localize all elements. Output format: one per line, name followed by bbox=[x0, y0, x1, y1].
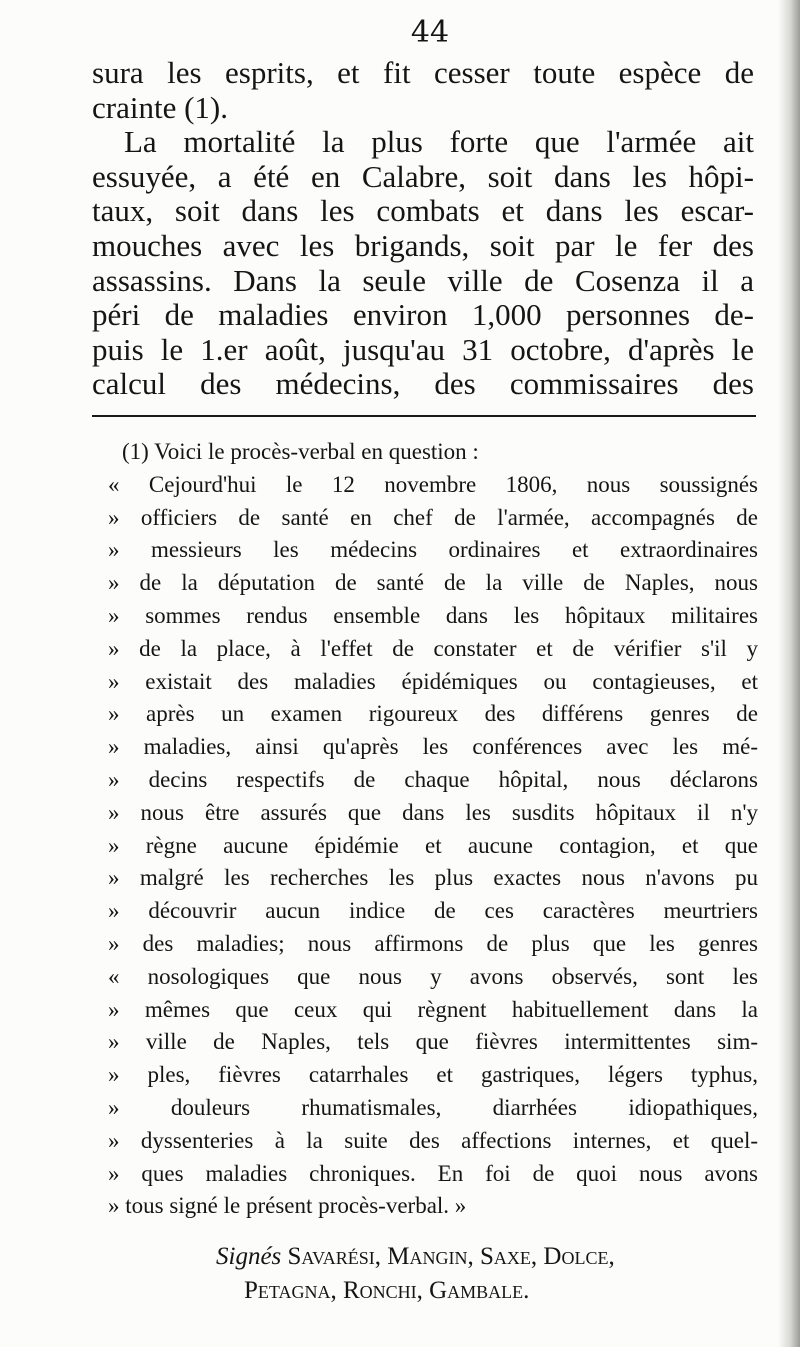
footnote-line: » sommes rendus ensemble dans les hôpitaux militaires bbox=[108, 602, 758, 628]
footnote-line: » tous signé le présent procès-verbal. » bbox=[108, 1193, 467, 1219]
text-line: La mortalité la plus forte que l'armée ait bbox=[124, 124, 754, 160]
footnote-line: » decins respectifs de chaque hôpital, nous déclarons bbox=[108, 766, 758, 792]
signatory-names-1: Savarési, Mangin, Saxe, Dolce, bbox=[287, 1243, 615, 1270]
footnote-line: » ples, fièvres catarrhales et gastriques, légers typhus, bbox=[108, 1062, 758, 1088]
page-edge-shadow bbox=[778, 0, 800, 1347]
footnote-line: » douleurs rhumatismales, diarrhées idiopathiques, bbox=[108, 1094, 758, 1120]
footnote-line: » dyssenteries à la suite des affections internes, et quel- bbox=[108, 1127, 758, 1153]
text-line: crainte (1). bbox=[92, 89, 228, 125]
footnote-line: » après un examen rigoureux des différens genres de bbox=[108, 701, 758, 727]
text-line: puis le 1.er août, jusqu'au 31 octobre, d'après le bbox=[92, 331, 754, 367]
footnote-line: » mêmes que ceux qui règnent habituellement dans la bbox=[108, 996, 758, 1022]
text-line: taux, soit dans les combats et dans les escar- bbox=[92, 193, 754, 229]
footnote-line: « Cejourd'hui le 12 novembre 1806, nous soussignés bbox=[108, 471, 758, 497]
text-line: assassins. Dans la seule ville de Cosenza il a bbox=[92, 262, 754, 298]
footnote bbox=[108, 436, 758, 1223]
footnote-line: » existait des maladies épidémiques ou contagieuses, et bbox=[108, 668, 758, 694]
signatory-names-2: Petagna, Ronchi, Gambale. bbox=[244, 1277, 530, 1304]
footnote-line: » nous être assurés que dans les susdits hôpitaux il n'y bbox=[108, 799, 758, 825]
page-number: 44 bbox=[410, 15, 450, 50]
main-text bbox=[92, 56, 754, 402]
footnote-line: » ville de Naples, tels que fièvres intermittentes sim- bbox=[108, 1029, 758, 1055]
text-line: essuyée, a été en Calabre, soit dans les hôpi- bbox=[92, 158, 754, 194]
text-line: péri de maladies environ 1,000 personnes de- bbox=[92, 297, 754, 333]
footnote-line: » règne aucune épidémie et aucune contagion, et que bbox=[108, 832, 758, 858]
footnote-line: » officiers de santé en chef de l'armée, accompagnés de bbox=[108, 504, 758, 530]
footnote-heading: (1) Voici le procès-verbal en question : bbox=[122, 439, 479, 464]
signature-block bbox=[94, 1240, 784, 1308]
footnote-line: » malgré les recherches les plus exactes nous n'avons pu bbox=[108, 865, 758, 891]
footnote-rule bbox=[92, 415, 756, 417]
footnote-line: « nosologiques que nous y avons observés, sont les bbox=[108, 963, 758, 989]
footnote-line: » découvrir aucun indice de ces caractères meurtriers bbox=[108, 898, 758, 924]
footnote-line: » de la députation de santé de la ville de Naples, nous bbox=[108, 570, 758, 596]
footnote-line: » de la place, à l'effet de constater et de vérifier s'il y bbox=[108, 635, 758, 661]
text-line: calcul des médecins, des commissaires des bbox=[92, 366, 754, 402]
footnote-line: » maladies, ainsi qu'après les conférences avec les mé- bbox=[108, 734, 758, 760]
footnote-line: » des maladies; nous affirmons de plus que les genres bbox=[108, 930, 758, 956]
signature-line-1 bbox=[94, 1240, 784, 1274]
text-line: mouches avec les brigands, soit par le fer des bbox=[92, 227, 754, 263]
footnote-line: » messieurs les médecins ordinaires et extraordinaires bbox=[108, 537, 758, 563]
text-line: sura les esprits, et fit cesser toute espèce de bbox=[92, 55, 754, 90]
footnote-line: » ques maladies chroniques. En foi de quoi nous avons bbox=[108, 1160, 758, 1186]
signature-prefix: Signés bbox=[216, 1243, 282, 1270]
